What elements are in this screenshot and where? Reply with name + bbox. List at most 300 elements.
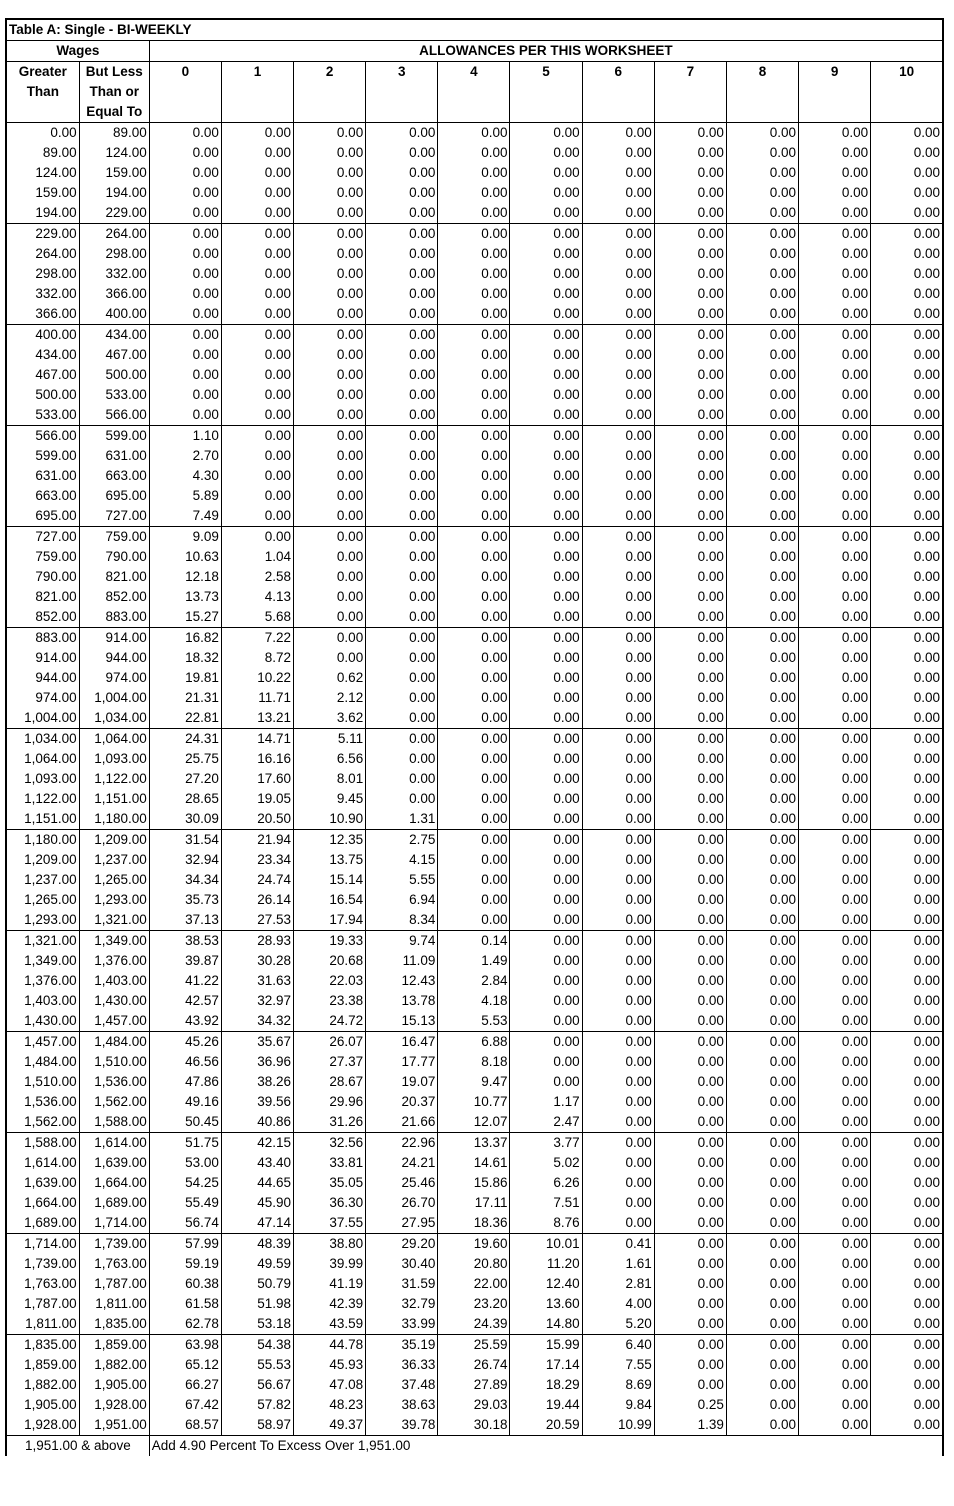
allowance-cell: 45.26 [149, 1032, 221, 1053]
allowance-cell: 0.00 [654, 1052, 726, 1072]
allowance-cell: 0.00 [871, 951, 943, 971]
allowance-cell: 0.00 [654, 1213, 726, 1234]
wage-max-cell: 566.00 [79, 405, 149, 426]
allowance-cell: 66.27 [149, 1375, 221, 1395]
table-row [6, 466, 943, 486]
wage-max-cell: 159.00 [79, 163, 149, 183]
allowance-cell: 0.00 [366, 385, 438, 405]
table-row [6, 183, 943, 203]
allowance-cell: 0.00 [510, 547, 582, 567]
allowance-cell: 0.00 [438, 325, 510, 346]
allowance-col-spacer [149, 82, 221, 102]
allowance-cell: 0.00 [726, 1092, 798, 1112]
allowance-cell: 39.87 [149, 951, 221, 971]
table-row [6, 1011, 943, 1032]
allowance-cell: 0.00 [654, 1011, 726, 1032]
allowance-col-spacer [654, 82, 726, 102]
allowance-cell: 0.00 [221, 163, 293, 183]
allowance-cell: 0.00 [654, 143, 726, 163]
allowance-cell: 0.00 [654, 506, 726, 527]
allowance-cell: 0.00 [726, 1153, 798, 1173]
allowance-cell: 0.00 [582, 547, 654, 567]
allowance-cell: 0.00 [799, 1234, 871, 1255]
allowance-col-9: 9 [799, 62, 871, 83]
allowance-cell: 0.00 [366, 244, 438, 264]
allowance-cell: 60.38 [149, 1274, 221, 1294]
allowance-cell: 0.00 [582, 789, 654, 809]
table-row [6, 830, 943, 851]
allowance-cell: 0.00 [438, 486, 510, 506]
allowance-cell: 0.00 [582, 224, 654, 245]
allowance-col-spacer [438, 102, 510, 123]
allowance-cell: 13.78 [366, 991, 438, 1011]
allowance-cell: 0.00 [510, 971, 582, 991]
wage-max-cell: 727.00 [79, 506, 149, 527]
allowance-cell: 23.38 [294, 991, 366, 1011]
allowance-cell: 0.00 [799, 203, 871, 224]
allowance-cell: 0.00 [726, 769, 798, 789]
wage-min-cell: 1,714.00 [6, 1234, 79, 1255]
allowance-cell: 17.60 [221, 769, 293, 789]
allowance-cell: 0.00 [294, 527, 366, 548]
table-row [6, 789, 943, 809]
allowance-cell: 0.00 [871, 749, 943, 769]
allowance-cell: 0.00 [366, 648, 438, 668]
allowance-cell: 0.00 [871, 708, 943, 729]
allowance-cell: 0.00 [366, 123, 438, 144]
allowance-cell: 0.00 [726, 971, 798, 991]
wage-max-cell: 1,180.00 [79, 809, 149, 830]
allowance-cell: 0.00 [510, 527, 582, 548]
allowance-cell: 5.11 [294, 729, 366, 750]
allowance-cell: 0.00 [654, 769, 726, 789]
allowance-cell: 0.00 [510, 123, 582, 144]
allowance-cell: 0.00 [582, 365, 654, 385]
allowance-cell: 0.00 [221, 506, 293, 527]
allowance-cell: 0.00 [871, 163, 943, 183]
allowance-cell: 0.00 [438, 749, 510, 769]
allowance-cell: 0.00 [149, 284, 221, 304]
allowance-cell: 0.00 [366, 486, 438, 506]
allowance-col-spacer [438, 82, 510, 102]
table-row [6, 244, 943, 264]
allowance-cell: 19.60 [438, 1234, 510, 1255]
wage-max-cell: 400.00 [79, 304, 149, 325]
allowance-cell: 0.00 [654, 587, 726, 607]
allowance-cell: 0.00 [366, 567, 438, 587]
allowance-cell: 0.62 [294, 668, 366, 688]
allowance-cell: 9.74 [366, 931, 438, 952]
allowance-cell: 0.00 [582, 506, 654, 527]
allowance-cell: 15.27 [149, 607, 221, 628]
wage-max-cell: 332.00 [79, 264, 149, 284]
allowance-cell: 0.00 [799, 365, 871, 385]
wage-min-cell: 533.00 [6, 405, 79, 426]
allowance-cell: 0.00 [799, 264, 871, 284]
allowances-header: ALLOWANCES PER THIS WORKSHEET [149, 41, 943, 62]
allowance-cell: 0.00 [510, 910, 582, 931]
allowance-cell: 7.49 [149, 506, 221, 527]
allowance-cell: 2.12 [294, 688, 366, 708]
allowance-cell: 63.98 [149, 1335, 221, 1356]
allowance-cell: 33.81 [294, 1153, 366, 1173]
allowance-cell: 0.00 [726, 527, 798, 548]
allowance-cell: 0.00 [799, 466, 871, 486]
table-row [6, 991, 943, 1011]
allowance-cell: 15.86 [438, 1173, 510, 1193]
allowance-cell: 20.80 [438, 1254, 510, 1274]
table-row [6, 446, 943, 466]
allowance-cell: 0.00 [871, 183, 943, 203]
allowance-cell: 0.00 [726, 1234, 798, 1255]
table-row [6, 648, 943, 668]
wage-max-cell: 1,882.00 [79, 1355, 149, 1375]
wage-max-cell: 695.00 [79, 486, 149, 506]
allowance-cell: 0.00 [726, 931, 798, 952]
allowance-cell: 6.94 [366, 890, 438, 910]
wage-max-cell: 1,689.00 [79, 1193, 149, 1213]
allowance-cell: 0.00 [221, 446, 293, 466]
allowance-cell: 27.53 [221, 910, 293, 931]
allowance-cell: 8.69 [582, 1375, 654, 1395]
allowance-cell: 0.00 [510, 163, 582, 183]
table-row [6, 951, 943, 971]
allowance-cell: 0.00 [726, 345, 798, 365]
allowance-cell: 20.59 [510, 1415, 582, 1436]
allowance-cell: 0.00 [726, 628, 798, 649]
allowance-cell: 0.00 [654, 1274, 726, 1294]
allowance-cell: 0.00 [510, 466, 582, 486]
allowance-cell: 20.37 [366, 1092, 438, 1112]
allowance-cell: 55.53 [221, 1355, 293, 1375]
allowance-cell: 0.00 [510, 1072, 582, 1092]
wage-max-cell: 1,376.00 [79, 951, 149, 971]
allowance-cell: 0.00 [438, 567, 510, 587]
allowance-cell: 0.00 [582, 607, 654, 628]
wage-max-cell: 1,928.00 [79, 1395, 149, 1415]
allowance-cell: 30.40 [366, 1254, 438, 1274]
allowance-cell: 0.00 [582, 1092, 654, 1112]
table-row [6, 749, 943, 769]
allowance-cell: 30.28 [221, 951, 293, 971]
allowance-cell: 0.00 [294, 143, 366, 163]
allowance-cell: 0.00 [799, 789, 871, 809]
allowance-cell: 43.92 [149, 1011, 221, 1032]
table-row [6, 527, 943, 548]
table-row [6, 607, 943, 628]
allowance-cell: 0.00 [582, 587, 654, 607]
allowance-cell: 0.00 [799, 1294, 871, 1314]
allowance-cell: 0.00 [871, 668, 943, 688]
allowance-cell: 29.96 [294, 1092, 366, 1112]
allowance-cell: 0.00 [510, 365, 582, 385]
table-row [6, 426, 943, 447]
allowance-col-spacer [799, 102, 871, 123]
table-row [6, 931, 943, 952]
allowance-cell: 22.81 [149, 708, 221, 729]
allowance-cell: 0.00 [510, 385, 582, 405]
table-row [6, 628, 943, 649]
group-header-row [6, 41, 943, 62]
allowance-cell: 0.00 [582, 567, 654, 587]
allowance-cell: 12.18 [149, 567, 221, 587]
allowance-cell: 23.34 [221, 850, 293, 870]
allowance-cell: 0.00 [654, 527, 726, 548]
wage-min-cell: 500.00 [6, 385, 79, 405]
allowance-cell: 4.30 [149, 466, 221, 486]
allowance-cell: 0.00 [149, 183, 221, 203]
wage-min-cell: 467.00 [6, 365, 79, 385]
wage-min-cell: 124.00 [6, 163, 79, 183]
allowance-cell: 0.00 [582, 850, 654, 870]
allowance-cell: 0.00 [654, 951, 726, 971]
allowance-cell: 0.00 [799, 1112, 871, 1133]
allowance-cell: 0.00 [438, 789, 510, 809]
footer-range: 1,951.00 & above [6, 1436, 149, 1457]
allowance-cell: 0.00 [294, 506, 366, 527]
allowance-cell: 0.00 [726, 426, 798, 447]
allowance-cell: 0.00 [871, 628, 943, 649]
allowance-cell: 0.00 [294, 264, 366, 284]
wage-max-cell: 1,859.00 [79, 1335, 149, 1356]
allowance-cell: 0.00 [438, 769, 510, 789]
allowance-cell: 40.86 [221, 1112, 293, 1133]
allowance-cell: 0.00 [799, 345, 871, 365]
allowance-cell: 0.00 [582, 708, 654, 729]
allowance-cell: 0.00 [654, 648, 726, 668]
allowance-cell: 34.34 [149, 870, 221, 890]
allowance-cell: 0.00 [221, 183, 293, 203]
allowance-cell: 0.00 [294, 547, 366, 567]
allowance-cell: 0.00 [366, 769, 438, 789]
allowance-cell: 39.56 [221, 1092, 293, 1112]
wage-max-cell: 1,093.00 [79, 749, 149, 769]
allowance-cell: 0.00 [582, 951, 654, 971]
allowance-cell: 0.00 [871, 1153, 943, 1173]
allowance-cell: 0.00 [510, 405, 582, 426]
allowance-cell: 1.39 [654, 1415, 726, 1436]
allowance-cell: 0.00 [438, 708, 510, 729]
allowance-cell: 0.00 [799, 1072, 871, 1092]
allowance-cell: 4.18 [438, 991, 510, 1011]
allowance-cell: 0.00 [871, 304, 943, 325]
allowance-cell: 0.00 [510, 951, 582, 971]
allowance-cell: 0.00 [582, 1193, 654, 1213]
allowance-cell: 0.00 [799, 163, 871, 183]
allowance-cell: 11.20 [510, 1254, 582, 1274]
allowance-cell: 0.00 [221, 244, 293, 264]
allowance-cell: 31.63 [221, 971, 293, 991]
table-row [6, 708, 943, 729]
allowance-cell: 0.00 [294, 628, 366, 649]
allowance-cell: 0.00 [654, 1193, 726, 1213]
allowance-cell: 0.00 [726, 1375, 798, 1395]
allowance-col-spacer [582, 82, 654, 102]
wage-min-cell: 1,484.00 [6, 1052, 79, 1072]
allowance-cell: 8.34 [366, 910, 438, 931]
allowance-cell: 38.26 [221, 1072, 293, 1092]
allowance-cell: 0.00 [654, 304, 726, 325]
table-row [6, 1052, 943, 1072]
allowance-cell: 0.00 [726, 668, 798, 688]
allowance-cell: 0.00 [654, 365, 726, 385]
allowance-cell: 5.55 [366, 870, 438, 890]
allowance-cell: 35.19 [366, 1335, 438, 1356]
allowance-cell: 0.00 [438, 587, 510, 607]
allowance-cell: 0.00 [366, 466, 438, 486]
wage-max-cell: 1,588.00 [79, 1112, 149, 1133]
allowance-cell: 0.00 [149, 244, 221, 264]
allowance-cell: 9.84 [582, 1395, 654, 1415]
allowance-cell: 30.09 [149, 809, 221, 830]
allowance-cell: 18.32 [149, 648, 221, 668]
allowance-cell: 7.51 [510, 1193, 582, 1213]
allowance-cell: 34.32 [221, 1011, 293, 1032]
allowance-cell: 0.00 [294, 446, 366, 466]
allowance-cell: 0.00 [438, 163, 510, 183]
allowance-cell: 0.00 [149, 264, 221, 284]
allowance-cell: 0.00 [582, 870, 654, 890]
allowance-cell: 0.00 [438, 809, 510, 830]
wage-max-cell: 1,349.00 [79, 931, 149, 952]
allowance-cell: 0.00 [726, 163, 798, 183]
allowance-cell: 0.00 [510, 284, 582, 304]
allowance-cell: 0.00 [654, 1294, 726, 1314]
footer-row [6, 1436, 943, 1457]
allowance-cell: 0.00 [582, 345, 654, 365]
allowance-cell: 23.20 [438, 1294, 510, 1314]
allowance-cell: 0.00 [510, 729, 582, 750]
allowance-cell: 0.00 [438, 648, 510, 668]
allowance-cell: 0.00 [582, 628, 654, 649]
allowance-col-spacer [510, 82, 582, 102]
wage-min-cell: 1,004.00 [6, 708, 79, 729]
allowance-cell: 0.00 [726, 1011, 798, 1032]
allowance-cell: 0.00 [438, 729, 510, 750]
allowance-cell: 0.00 [149, 365, 221, 385]
allowance-cell: 0.00 [582, 385, 654, 405]
wage-min-cell: 914.00 [6, 648, 79, 668]
allowance-cell: 0.00 [582, 405, 654, 426]
wage-min-cell: 1,349.00 [6, 951, 79, 971]
allowance-col-6: 6 [582, 62, 654, 83]
allowance-cell: 20.50 [221, 809, 293, 830]
wage-min-cell: 599.00 [6, 446, 79, 466]
table-row [6, 1395, 943, 1415]
allowance-cell: 0.00 [438, 910, 510, 931]
wage-max-cell: 1,209.00 [79, 830, 149, 851]
allowance-cell: 0.00 [510, 446, 582, 466]
allowance-cell: 42.15 [221, 1133, 293, 1154]
allowance-cell: 0.00 [654, 1314, 726, 1335]
allowance-cell: 0.00 [221, 466, 293, 486]
allowance-cell: 19.33 [294, 931, 366, 952]
table-row [6, 405, 943, 426]
wage-min-cell: 1,689.00 [6, 1213, 79, 1234]
allowance-cell: 0.00 [221, 405, 293, 426]
table-row [6, 809, 943, 830]
allowance-cell: 62.78 [149, 1314, 221, 1335]
allowance-col-spacer [294, 82, 366, 102]
allowance-cell: 0.00 [799, 769, 871, 789]
allowance-cell: 0.00 [438, 870, 510, 890]
table-row [6, 910, 943, 931]
wage-max-cell: 1,151.00 [79, 789, 149, 809]
allowance-cell: 0.00 [438, 405, 510, 426]
allowance-cell: 47.14 [221, 1213, 293, 1234]
allowance-cell: 0.00 [654, 668, 726, 688]
allowance-cell: 0.00 [799, 123, 871, 144]
allowance-cell: 0.00 [799, 1092, 871, 1112]
allowance-cell: 18.29 [510, 1375, 582, 1395]
allowance-cell: 0.00 [510, 426, 582, 447]
allowance-cell: 0.00 [654, 910, 726, 931]
allowance-cell: 0.00 [654, 789, 726, 809]
allowance-cell: 0.00 [510, 991, 582, 1011]
wage-max-cell: 1,122.00 [79, 769, 149, 789]
allowance-cell: 0.00 [582, 910, 654, 931]
allowance-cell: 65.12 [149, 1355, 221, 1375]
allowance-cell: 0.00 [726, 1133, 798, 1154]
allowance-cell: 0.00 [871, 890, 943, 910]
allowance-cell: 0.00 [582, 1112, 654, 1133]
allowance-cell: 57.82 [221, 1395, 293, 1415]
allowance-cell: 0.00 [149, 405, 221, 426]
allowance-cell: 0.00 [438, 466, 510, 486]
allowance-cell: 0.00 [654, 1092, 726, 1112]
allowance-cell: 0.00 [366, 426, 438, 447]
allowance-cell: 54.38 [221, 1335, 293, 1356]
allowance-cell: 0.00 [726, 244, 798, 264]
allowance-cell: 0.41 [582, 1234, 654, 1255]
allowance-cell: 6.40 [582, 1335, 654, 1356]
allowance-cell: 0.00 [654, 183, 726, 203]
allowance-cell: 10.63 [149, 547, 221, 567]
table-row [6, 587, 943, 607]
allowance-cell: 7.22 [221, 628, 293, 649]
allowance-cell: 0.00 [654, 284, 726, 304]
allowance-cell: 0.00 [871, 1213, 943, 1234]
allowance-cell: 19.05 [221, 789, 293, 809]
allowance-col-1: 1 [221, 62, 293, 83]
allowance-cell: 0.00 [871, 284, 943, 304]
allowance-cell: 15.14 [294, 870, 366, 890]
allowance-cell: 29.20 [366, 1234, 438, 1255]
allowance-cell: 5.68 [221, 607, 293, 628]
allowance-cell: 0.00 [871, 1335, 943, 1356]
allowance-cell: 0.00 [799, 951, 871, 971]
allowance-cell: 0.00 [582, 466, 654, 486]
allowance-cell: 0.00 [799, 870, 871, 890]
wage-min-cell: 1,376.00 [6, 971, 79, 991]
allowance-cell: 0.00 [871, 1274, 943, 1294]
allowance-cell: 9.47 [438, 1072, 510, 1092]
allowance-cell: 0.00 [726, 688, 798, 708]
table-row [6, 365, 943, 385]
allowance-cell: 0.00 [726, 567, 798, 587]
allowance-cell: 0.00 [799, 991, 871, 1011]
table-row [6, 890, 943, 910]
allowance-cell: 0.00 [726, 1254, 798, 1274]
table-row [6, 1153, 943, 1173]
allowance-cell: 0.00 [366, 345, 438, 365]
allowance-cell: 0.00 [871, 1173, 943, 1193]
table-row [6, 1112, 943, 1133]
allowance-col-0: 0 [149, 62, 221, 83]
allowance-cell: 33.99 [366, 1314, 438, 1335]
allowance-cell: 0.00 [799, 1133, 871, 1154]
allowance-cell: 0.00 [149, 385, 221, 405]
